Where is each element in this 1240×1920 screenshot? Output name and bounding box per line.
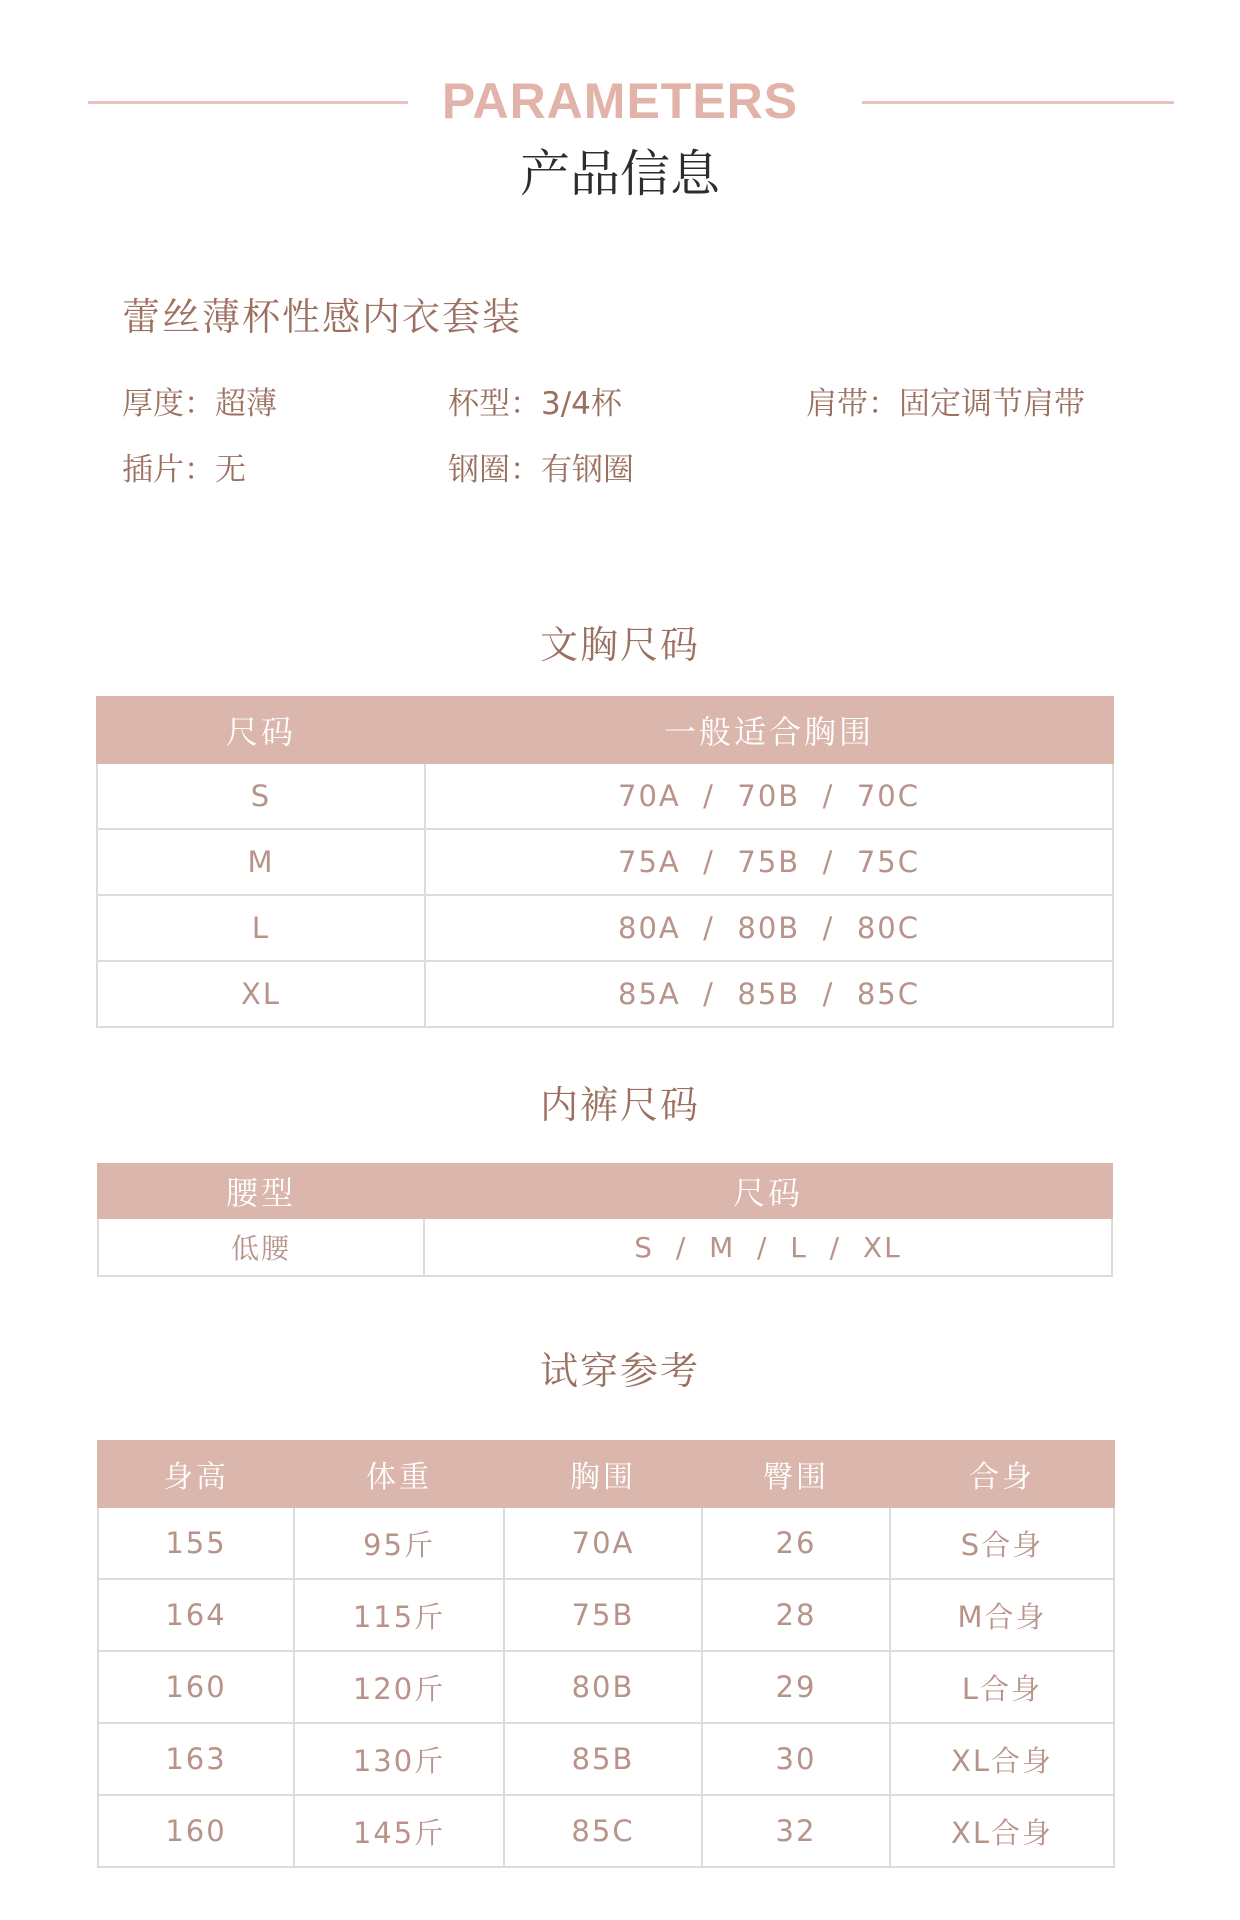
table-cell: 120斤 [294, 1651, 504, 1723]
attr-value: 有钢圈 [541, 452, 634, 488]
column-header: 一般适合胸围 [425, 697, 1113, 763]
table-row [98, 1795, 1114, 1867]
table-cell: 29 [702, 1651, 890, 1723]
table-cell: M [97, 829, 425, 895]
attr-value: 无 [215, 452, 246, 488]
attr-value: 固定调节肩带 [899, 386, 1085, 422]
column-header: 腰型 [98, 1164, 424, 1218]
column-header: 体重 [294, 1441, 504, 1507]
table-cell: 70A / 70B / 70C [425, 763, 1113, 829]
column-header: 合身 [890, 1441, 1114, 1507]
title-chinese: 产品信息 [520, 145, 720, 203]
table-cell: 85C [504, 1795, 702, 1867]
table-cell: 163 [98, 1723, 294, 1795]
table-cell: L [97, 895, 425, 961]
table-cell: 95斤 [294, 1507, 504, 1579]
table-cell: 80B [504, 1651, 702, 1723]
table-cell: 85A / 85B / 85C [425, 961, 1113, 1027]
product-name: 蕾丝薄杯性感内衣套装 [122, 295, 523, 339]
attr-strap: 肩带：固定调节肩带 [806, 386, 1085, 422]
table-cell: 164 [98, 1579, 294, 1651]
table-cell: 155 [98, 1507, 294, 1579]
attr-cup-type: 杯型：3/4杯 [448, 386, 622, 422]
table-cell: L合身 [890, 1651, 1114, 1723]
table-cell: XL合身 [890, 1723, 1114, 1795]
table-row [98, 1579, 1114, 1651]
attr-underwire: 钢圈：有钢圈 [448, 452, 634, 488]
fit-reference-table [97, 1440, 1115, 1868]
attr-label: 钢圈 [448, 452, 510, 488]
table-cell: M合身 [890, 1579, 1114, 1651]
table-cell: XL [97, 961, 425, 1027]
table-row [97, 829, 1113, 895]
column-header: 尺码 [97, 697, 425, 763]
table-cell: S [97, 763, 425, 829]
table-cell: S合身 [890, 1507, 1114, 1579]
attr-label: 厚度 [122, 386, 184, 422]
table-cell: 70A [504, 1507, 702, 1579]
table-cell: S / M / L / XL [424, 1218, 1112, 1276]
column-header: 身高 [98, 1441, 294, 1507]
attr-label: 杯型 [448, 386, 510, 422]
table-row [98, 1651, 1114, 1723]
table-row [98, 1218, 1112, 1276]
table-cell: 30 [702, 1723, 890, 1795]
table-row [97, 895, 1113, 961]
table-cell: 145斤 [294, 1795, 504, 1867]
table-header-row [98, 1164, 1112, 1218]
table-cell: 32 [702, 1795, 890, 1867]
attr-thickness: 厚度：超薄 [122, 386, 277, 422]
table-header-row [98, 1441, 1114, 1507]
panty-size-table [97, 1163, 1113, 1277]
table-row [98, 1507, 1114, 1579]
attr-label: 肩带 [806, 386, 868, 422]
table-header-row [97, 697, 1113, 763]
column-header: 胸围 [504, 1441, 702, 1507]
panty-size-title: 内裤尺码 [539, 1083, 700, 1127]
table-cell: 130斤 [294, 1723, 504, 1795]
table-cell: 28 [702, 1579, 890, 1651]
bra-size-table [96, 696, 1114, 1028]
table-cell: 160 [98, 1795, 294, 1867]
attr-insert: 插片：无 [122, 452, 246, 488]
column-header: 臀围 [702, 1441, 890, 1507]
fit-reference-title: 试穿参考 [539, 1349, 700, 1393]
table-cell: 75A / 75B / 75C [425, 829, 1113, 895]
table-cell: 115斤 [294, 1579, 504, 1651]
table-row [97, 961, 1113, 1027]
table-cell: 80A / 80B / 80C [425, 895, 1113, 961]
table-cell: 26 [702, 1507, 890, 1579]
title-english: PARAMETERS [441, 73, 799, 129]
table-row [97, 763, 1113, 829]
column-header: 尺码 [424, 1164, 1112, 1218]
bra-size-title: 文胸尺码 [539, 623, 700, 667]
table-cell: 85B [504, 1723, 702, 1795]
table-cell: 160 [98, 1651, 294, 1723]
attr-value: 3/4杯 [541, 386, 622, 422]
attr-value: 超薄 [215, 386, 277, 422]
table-cell: 75B [504, 1579, 702, 1651]
attr-label: 插片 [122, 452, 184, 488]
table-cell: 低腰 [98, 1218, 424, 1276]
table-row [98, 1723, 1114, 1795]
table-cell: XL合身 [890, 1795, 1114, 1867]
